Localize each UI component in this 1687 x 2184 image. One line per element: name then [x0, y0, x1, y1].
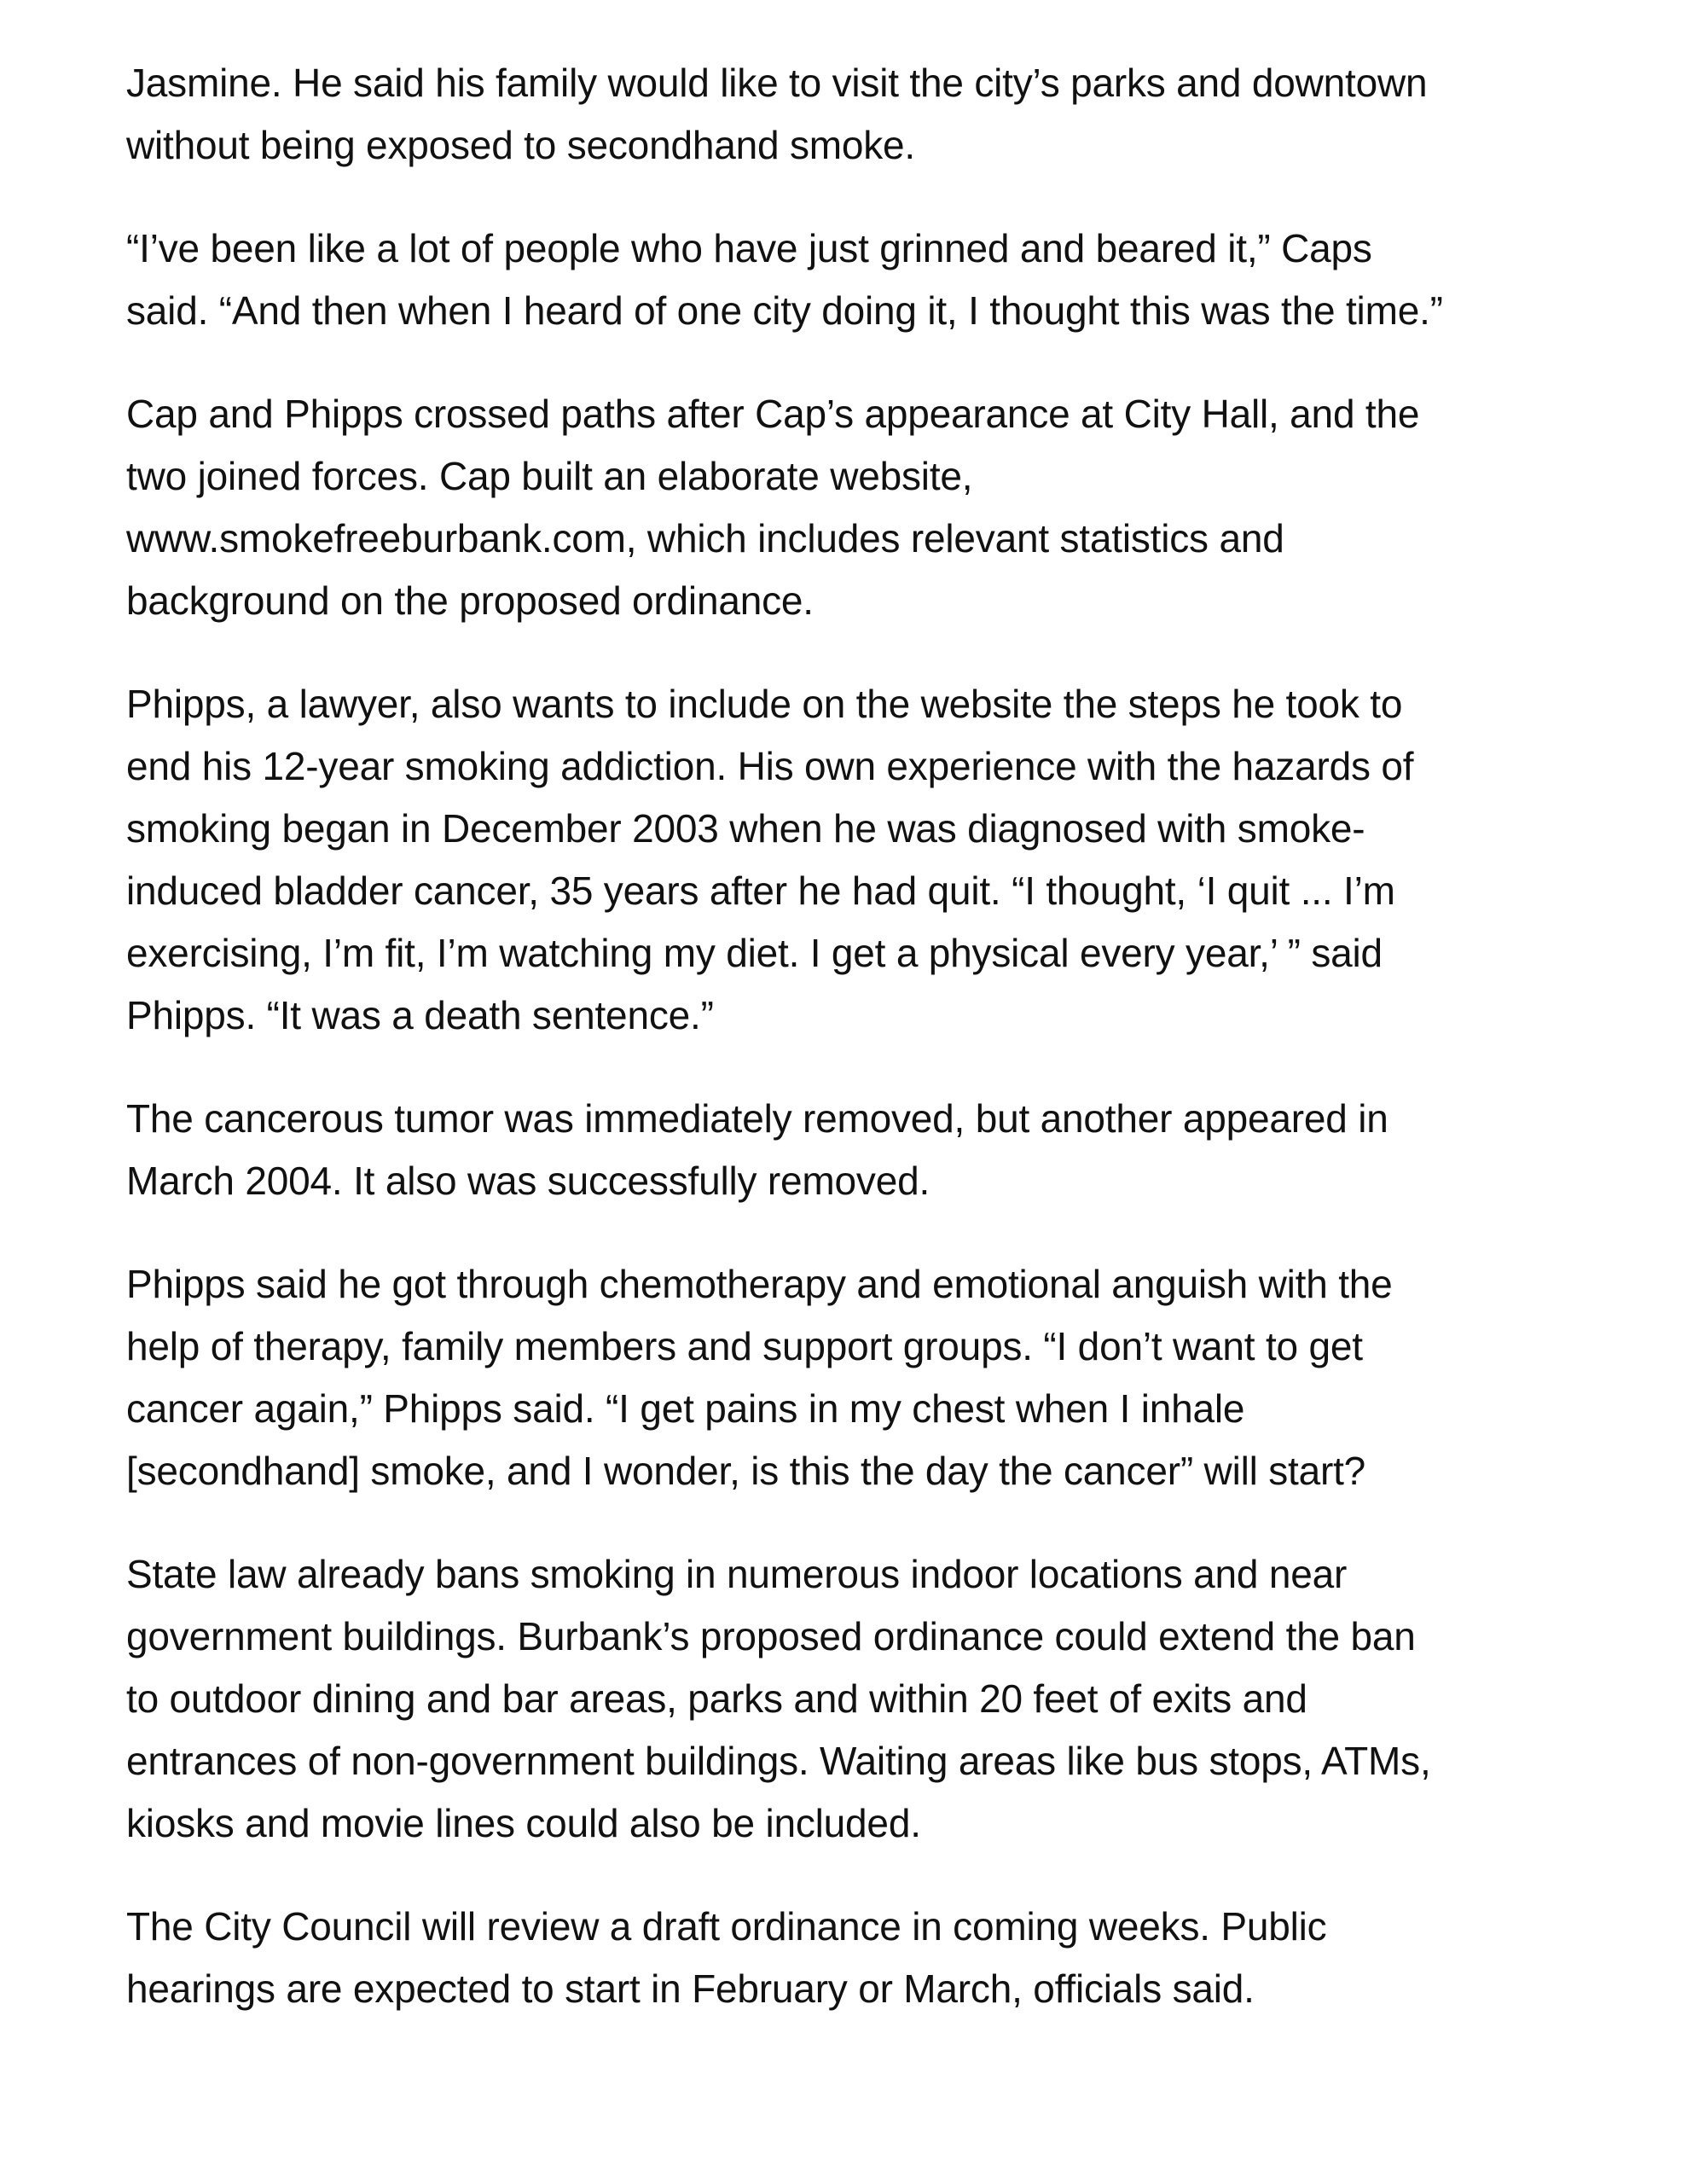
text-line: entrances of non-government buildings. Waiting areas like bus stops, ATMs,	[126, 1739, 1431, 1783]
text-line: State law already bans smoking in numerous indoor locations and near	[126, 1552, 1348, 1596]
text-line: Phipps said he got through chemotherapy and emotional anguish with the	[126, 1262, 1393, 1306]
text-line: help of therapy, family members and support groups. “I don’t want to get	[126, 1324, 1363, 1368]
text-line: two joined forces. Cap built an elaborate website,	[126, 454, 973, 498]
text-line: “I’ve been like a lot of people who have just grinned and beared it,” Caps	[126, 226, 1372, 270]
paragraph	[126, 52, 1610, 177]
text-line: said. “And then when I heard of one city doing it, I thought this was the time.”	[126, 288, 1443, 333]
text-line: Cap and Phipps crossed paths after Cap’s appearance at City Hall, and the	[126, 392, 1420, 436]
text-line: Phipps. “It was a death sentence.”	[126, 993, 714, 1037]
text-line: smoking began in December 2003 when he was diagnosed with smoke-	[126, 806, 1365, 851]
text-line: end his 12-year smoking addiction. His own experience with the hazards of	[126, 744, 1414, 788]
text-line: exercising, I’m fit, I’m watching my diet. I get a physical every year,’ ” said	[126, 931, 1383, 975]
text-line: Phipps, a lawyer, also wants to include on the website the steps he took to	[126, 682, 1403, 726]
paragraph	[126, 1896, 1610, 2020]
text-line: government buildings. Burbank’s proposed ordinance could extend the ban	[126, 1614, 1416, 1658]
text-line: hearings are expected to start in February or March, officials said.	[126, 1966, 1255, 2011]
text-line: to outdoor dining and bar areas, parks and within 20 feet of exits and	[126, 1676, 1307, 1721]
text-line: [secondhand] smoke, and I wonder, is this the day the cancer” will start?	[126, 1449, 1366, 1493]
paragraph	[126, 1253, 1610, 1502]
paragraph	[126, 383, 1610, 632]
text-line: cancer again,” Phipps said. “I get pains in my chest when I inhale	[126, 1386, 1245, 1431]
paragraph	[126, 218, 1610, 342]
text-line: background on the proposed ordinance.	[126, 578, 814, 623]
text-line: induced bladder cancer, 35 years after he had quit. “I thought, ‘I quit ... I’m	[126, 868, 1395, 913]
paragraph	[126, 1543, 1610, 1855]
text-line: The City Council will review a draft ordinance in coming weeks. Public	[126, 1904, 1327, 1949]
text-line: The cancerous tumor was immediately removed, but another appeared in	[126, 1096, 1388, 1141]
text-line: www.smokefreeburbank.com, which includes relevant statistics and	[126, 516, 1284, 561]
text-line: Jasmine. He said his family would like to visit the city’s parks and downtown	[126, 61, 1428, 105]
article-body	[126, 52, 1610, 2020]
text-line: kiosks and movie lines could also be included.	[126, 1801, 921, 1845]
text-line: March 2004. It also was successfully removed.	[126, 1159, 930, 1203]
paragraph	[126, 1088, 1610, 1212]
text-line: without being exposed to secondhand smoke.	[126, 123, 916, 167]
paragraph	[126, 673, 1610, 1047]
